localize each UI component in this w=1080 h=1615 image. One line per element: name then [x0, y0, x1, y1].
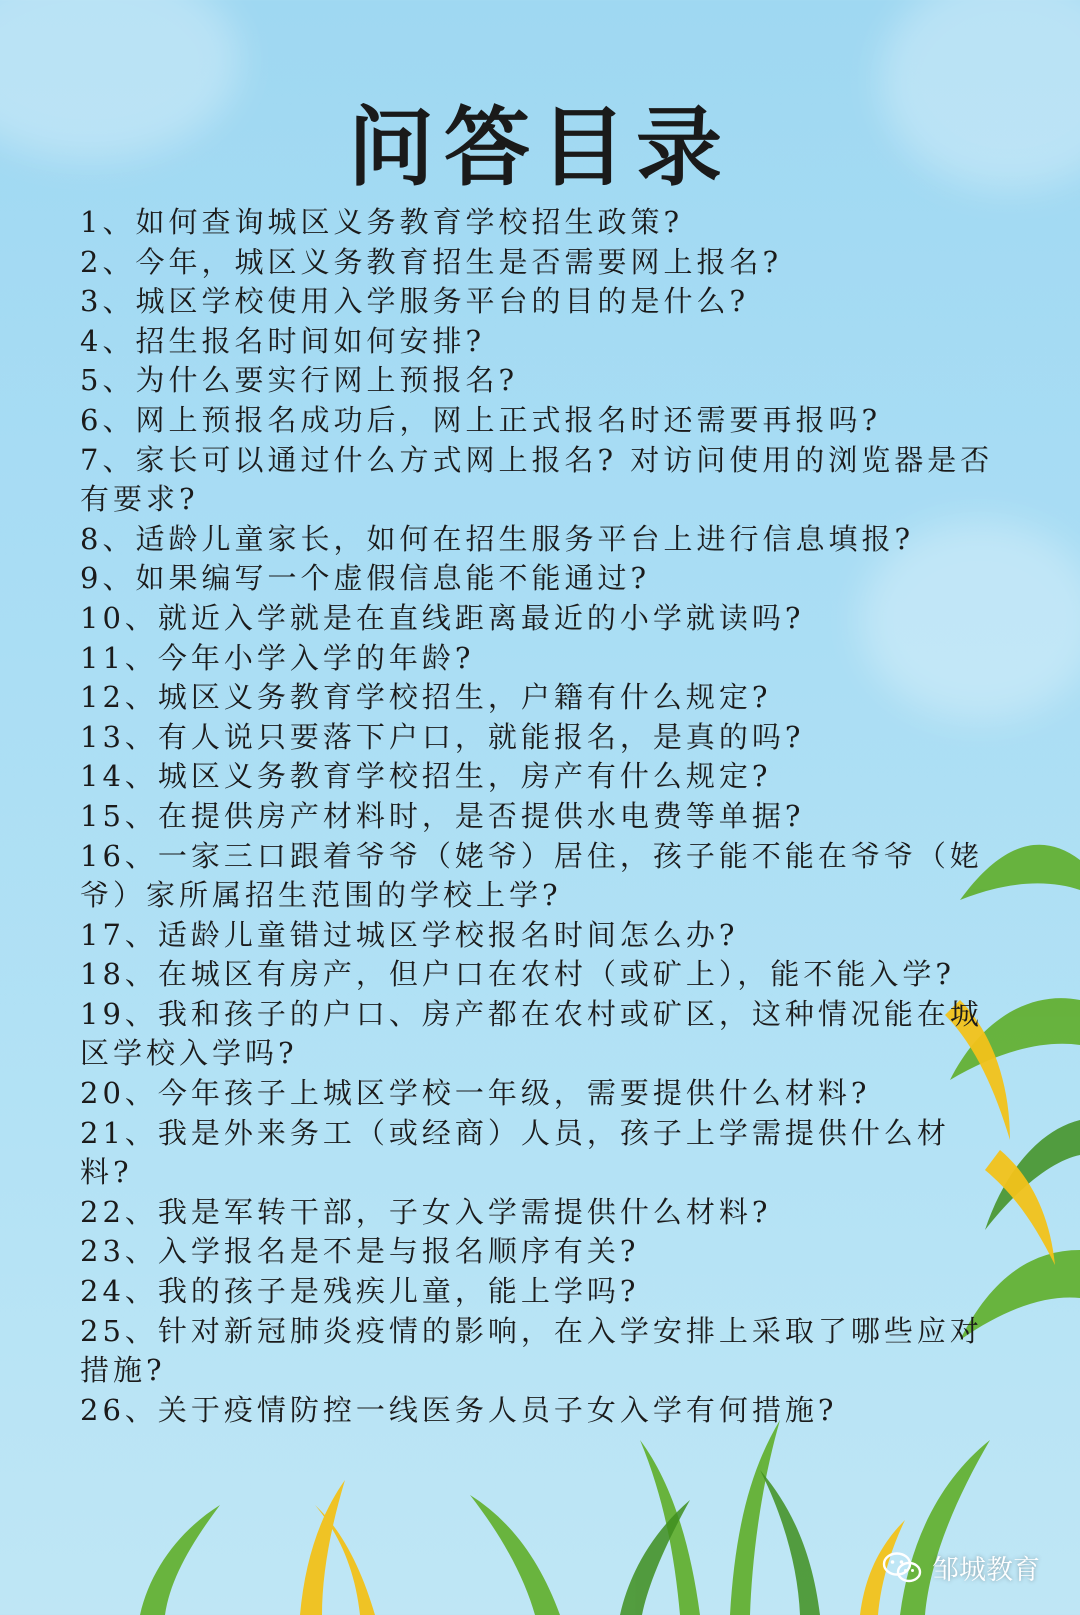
list-item: 26、关于疫情防控一线医务人员子女入学有何措施?: [80, 1392, 838, 1427]
list-item: 8、适龄儿童家长，如何在招生服务平台上进行信息填报?: [80, 521, 914, 556]
list-item: 12、城区义务教育学校招生，户籍有什么规定?: [80, 680, 772, 715]
list-item: 13、有人说只要落下户口，就能报名，是真的吗?: [80, 719, 805, 754]
list-item: 5、为什么要实行网上预报名?: [80, 363, 518, 398]
list-item: 25、针对新冠肺炎疫情的影响，在入学安排上采取了哪些应对措施?: [80, 1313, 983, 1388]
list-item: 10、就近入学就是在直线距离最近的小学就读吗?: [80, 600, 805, 635]
question-list: [80, 203, 1000, 1430]
list-item: 23、入学报名是不是与报名顺序有关?: [80, 1234, 640, 1269]
list-item: 24、我的孩子是残疾儿童，能上学吗?: [80, 1274, 640, 1309]
list-item: 18、在城区有房产，但户口在农村（或矿上），能不能入学?: [80, 957, 955, 992]
list-item: 9、如果编写一个虚假信息能不能通过?: [80, 561, 650, 596]
list-item: 15、在提供房产材料时，是否提供水电费等单据?: [80, 798, 805, 833]
list-item: 3、城区学校使用入学服务平台的目的是什么?: [80, 284, 749, 319]
list-item: 21、我是外来务工（或经商）人员，孩子上学需提供什么材料?: [80, 1115, 950, 1190]
page-title: 问答目录: [348, 98, 732, 198]
watermark: [882, 1548, 1040, 1587]
watermark-text: 邹城教育: [932, 1555, 1040, 1586]
list-item: 17、适龄儿童错过城区学校报名时间怎么办?: [80, 917, 739, 952]
list-item: 7、家长可以通过什么方式网上报名? 对访问使用的浏览器是否有要求?: [80, 442, 994, 517]
list-item: 14、城区义务教育学校招生，房产有什么规定?: [80, 759, 772, 794]
list-item: 22、我是军转干部，子女入学需提供什么材料?: [80, 1194, 772, 1229]
list-item: 20、今年孩子上城区学校一年级，需要提供什么材料?: [80, 1076, 871, 1111]
list-item: 6、网上预报名成功后，网上正式报名时还需要再报吗?: [80, 402, 881, 437]
list-item: 2、今年，城区义务教育招生是否需要网上报名?: [80, 244, 782, 279]
list-item: 11、今年小学入学的年龄?: [80, 640, 475, 675]
list-item: 1、如何查询城区义务教育学校招生政策?: [80, 205, 683, 239]
list-item: 19、我和孩子的户口、房产都在农村或矿区，这种情况能在城区学校入学吗?: [80, 996, 983, 1071]
list-item: 16、一家三口跟着爷爷（姥爷）居住，孩子能不能在爷爷（姥爷）家所属招生范围的学校上学?: [80, 838, 983, 913]
list-item: 4、招生报名时间如何安排?: [80, 323, 485, 358]
wechat-icon: [882, 1551, 922, 1585]
